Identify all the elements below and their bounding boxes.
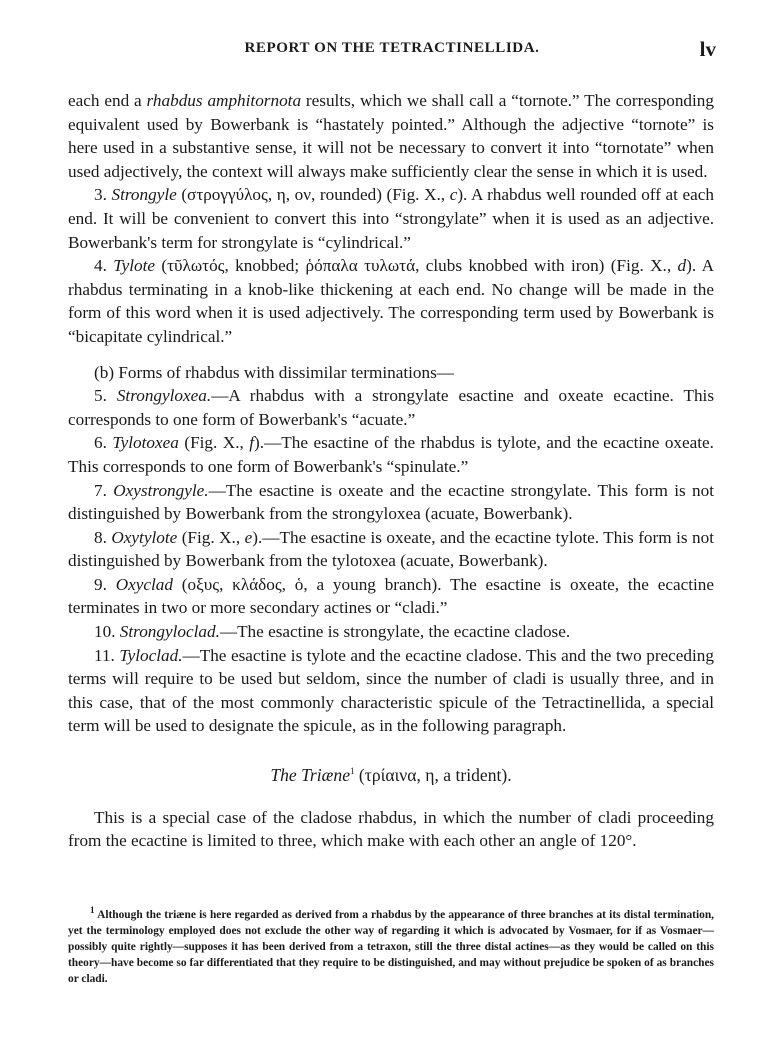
section-title: The Triæne (270, 765, 351, 786)
footnote (68, 905, 714, 988)
text-run: (οξυς, κλάδος, ὁ, a young branch). The esactine is oxeate, the ecactine terminates in two or more secondary actines or “cladi.” (68, 574, 715, 618)
figure-letter: f (249, 433, 255, 453)
footnote-text: Although the triæne is here regarded as derived from a rhabdus by the appearance of three branches at its distal termination, yet the terminology employed does not exclude the other way of regarding it which is advocated by Vosmaer, for if as Vosmaer—possibly quite rightly—supposes it has been derived from a tetraxon, still the three distal actines—as they would be called on this theory—have become so far differentiated that they require to be distinguished, and may without prejudice be spoken of as branches or cladi. (68, 909, 714, 985)
text-run: —A rhabdus with a strongylate esactine and oxeate ecactine. This corresponds to one form of Bowerbank's “acuate.” (68, 386, 715, 429)
item-number: 5. (94, 386, 117, 406)
term-italic: Tylotoxea (112, 433, 179, 453)
footnotes (68, 905, 714, 988)
term-italic: Strongyle (111, 185, 177, 205)
paragraph-oxytylote (68, 526, 714, 573)
text-run: results, which we shall call a “tornote.” The corresponding equivalent used by Bowerbank is “hastately pointed.” Although the adjective “tornote” is here used in a substantive sense, it will not be necessary to convert it into “tornotate” when used adjectively, the context will always make sufficiently clear the sense in which it is used. (68, 91, 714, 181)
text-run: ). A rhabdus terminating in a knob-like thickening at each end. No change will be made in the form of this word when it is used adjectively. The corresponding term used by Bowerbank is “bicapitate cylindrical.” (68, 256, 715, 346)
text-run: ).—The esactine of the rhabdus is tylote, and the ecactine oxeate. This corresponds to one form of Bowerbank's “spinulate.” (68, 433, 714, 476)
text-run: ). A rhabdus well rounded off at each end. It will be convenient to convert this into “strongylate” when it is used as an adjective. Bowerbank's term for strongylate is “cylindrical.” (68, 185, 715, 252)
paragraph-tyloclad (68, 644, 714, 738)
section-heading (68, 764, 714, 788)
paragraph-oxystrongyle (68, 479, 714, 526)
paragraph-tornote (68, 89, 714, 183)
section-title-gloss: (τρίαινα, η, a trident). (354, 765, 512, 786)
term-italic: Oxyclad (115, 574, 173, 594)
text-run: (Fig. X., (178, 433, 250, 453)
term-italic: Strongyloxea. (116, 386, 212, 406)
text-run: (τῦλωτός, knobbed; ῥόπαλα τυλωτά, clubs knobbed with iron) (Fig. X., (154, 256, 678, 276)
term-italic: Strongyloclad. (119, 622, 220, 642)
paragraph-oxyclad (68, 573, 714, 620)
text-run: ).—The esactine is oxeate, and the ecactine tylote. This form is not distinguished by Bowerbank from the tylotoxea (acuate, Bowerbank). (68, 527, 714, 571)
item-number: 10. (94, 622, 120, 642)
figure-letter: d (677, 256, 687, 276)
term-italic: Tylote (113, 256, 155, 276)
item-number: 8. (94, 527, 112, 547)
item-number: 3. (94, 185, 112, 205)
page-header (68, 37, 716, 68)
body-text (68, 89, 714, 853)
text-run: —The esactine is oxeate and the ecactine strongylate. This form is not distinguished by Bowerbank from the strongyloxea (acuate, Bowerbank). (68, 480, 715, 524)
page-number: lv (699, 37, 716, 61)
running-head: REPORT ON THE TETRACTINELLIDA. (244, 40, 540, 56)
item-number: 11. (94, 645, 120, 665)
paragraph-tylote (68, 254, 714, 348)
term-italic: Oxystrongyle. (113, 480, 209, 500)
footnote-ref[interactable]: 1 (350, 766, 355, 777)
item-number: 6. (94, 433, 113, 453)
figure-letter: c (449, 185, 458, 205)
paragraph-triaene: This is a special case of the cladose rhabdus, in which the number of cladi proceeding from the ecactine is limited to three, which make with each other an angle of 120°. (68, 807, 714, 851)
text-run: —The esactine is strongylate, the ecactine cladose. (219, 622, 571, 642)
text-run: (Fig. X., (177, 527, 245, 547)
footnote-marker: 1 (90, 905, 95, 916)
text-run: each end a (68, 91, 147, 110)
term-italic: Oxytylote (111, 527, 178, 547)
figure-letter: e (244, 527, 253, 547)
item-number: 4. (94, 256, 114, 276)
paragraph-subheading-b: (b) Forms of rhabdus with dissimilar terminations— (94, 362, 454, 382)
paragraph-strongyle (68, 183, 714, 254)
item-number: 7. (94, 480, 114, 500)
paragraph-tylotoxea (68, 431, 714, 478)
paragraph-strongyloxea (68, 384, 714, 431)
text-run: (στρογγύλος, η, ον, rounded) (Fig. X., (176, 185, 450, 205)
item-number: 9. (94, 574, 116, 594)
term-italic: Tyloclad. (119, 645, 183, 665)
text-run: —The esactine is tylote and the ecactine cladose. This and the two preceding terms will require to be used but seldom, since the number of cladi is usually three, and in this case, that of the most commonly characteristic spicule of the Tetractinellida, a special term will be used to designate the spicule, as in the following paragraph. (68, 645, 714, 736)
paragraph-strongyloclad (68, 620, 714, 644)
term-italic: rhabdus amphitornota (146, 91, 302, 110)
